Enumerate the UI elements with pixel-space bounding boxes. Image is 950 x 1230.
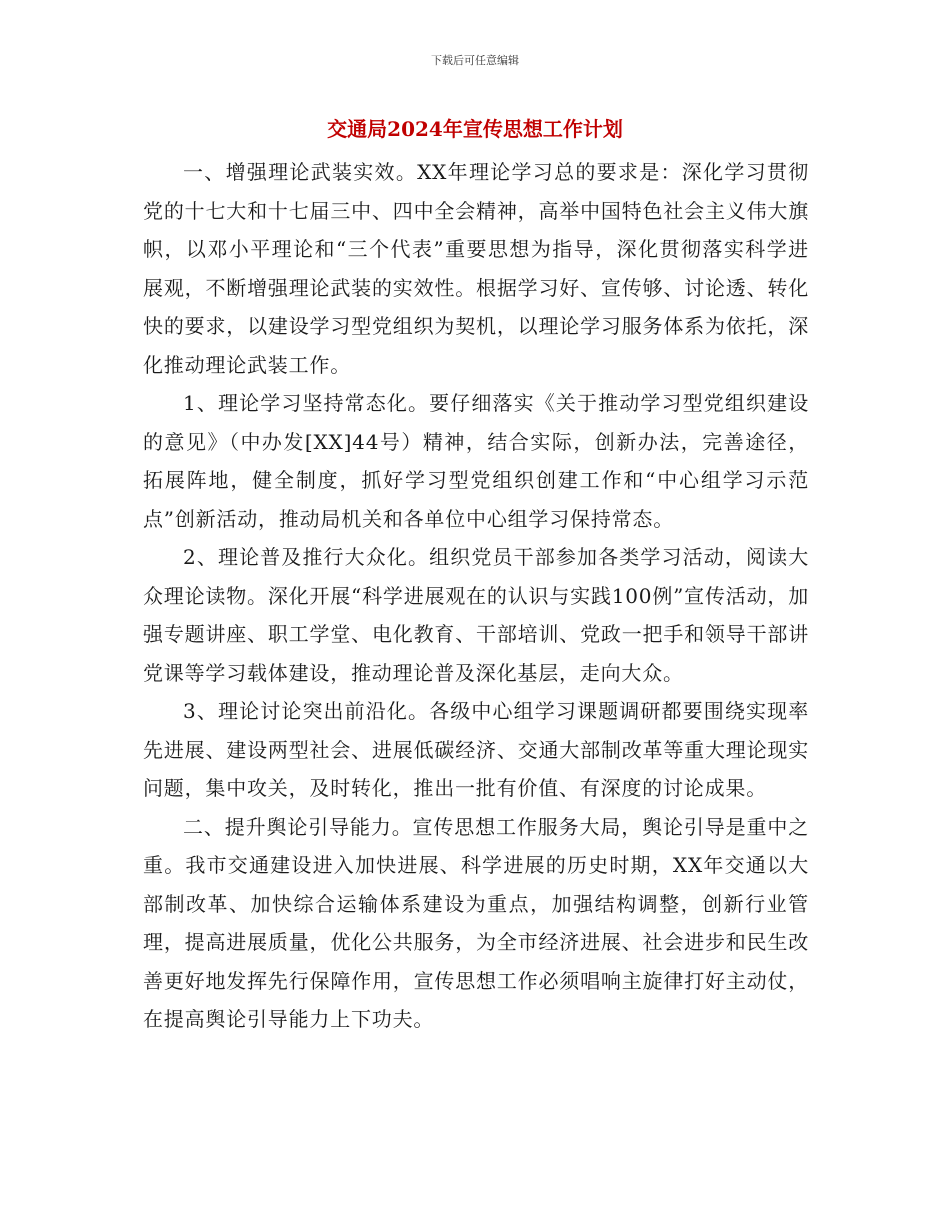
paragraph-theory-study: 1、理论学习坚持常态化。要仔细落实《关于推动学习型党组织建设的意见》（中办发[XX]44号）精神，结合实际，创新办法，完善途径，拓展阵地，健全制度，抓好学习型党组织创建工作和“中心组学习示范点”创新活动，推动局机关和各单位中心组学习保持常态。: [143, 391, 809, 531]
paragraph-theory-popularization: 2、理论普及推行大众化。组织党员干部参加各类学习活动，阅读大众理论读物。深化开展“科学进展观在的认识与实践100例”宣传活动，加强专题讲座、职工学堂、电化教育、干部培训、党政一把手和领导干部讲党课等学习载体建设，推动理论普及深化基层，走向大众。: [143, 545, 809, 685]
document-body: [143, 153, 809, 1039]
paragraph-theory-armament: 一、增强理论武装实效。XX年理论学习总的要求是：深化学习贯彻党的十七大和十七届三中、四中全会精神，高举中国特色社会主义伟大旗帜，以邓小平理论和“三个代表”重要思想为指导，深化贯彻落实科学进展观，不断增强理论武装的实效性。根据学习好、宣传够、讨论透、转化快的要求，以建设学习型党组织为契机，以理论学习服务体系为依托，深化推动理论武装工作。: [143, 160, 809, 377]
paragraph-theory-discussion: 3、理论讨论突出前沿化。各级中心组学习课题调研都要围绕实现率先进展、建设两型社会、进展低碳经济、交通大部制改革等重大理论现实问题，集中攻关，及时转化，推出一批有价值、有深度的讨论成果。: [143, 699, 809, 800]
document-title: 交通局2024年宣传思想工作计划: [327, 117, 623, 141]
paragraph-public-opinion: 二、提升舆论引导能力。宣传思想工作服务大局，舆论引导是重中之重。我市交通建设进入加快进展、科学进展的历史时期，XX年交通以大部制改革、加快综合运输体系建设为重点，加强结构调整，创新行业管理，提高进展质量，优化公共服务，为全市经济进展、社会进步和民生改善更好地发挥先行保障作用，宣传思想工作必须唱响主旋律打好主动仗，在提高舆论引导能力上下功夫。: [143, 814, 809, 1031]
header-note: 下载后可任意编辑: [431, 54, 519, 67]
